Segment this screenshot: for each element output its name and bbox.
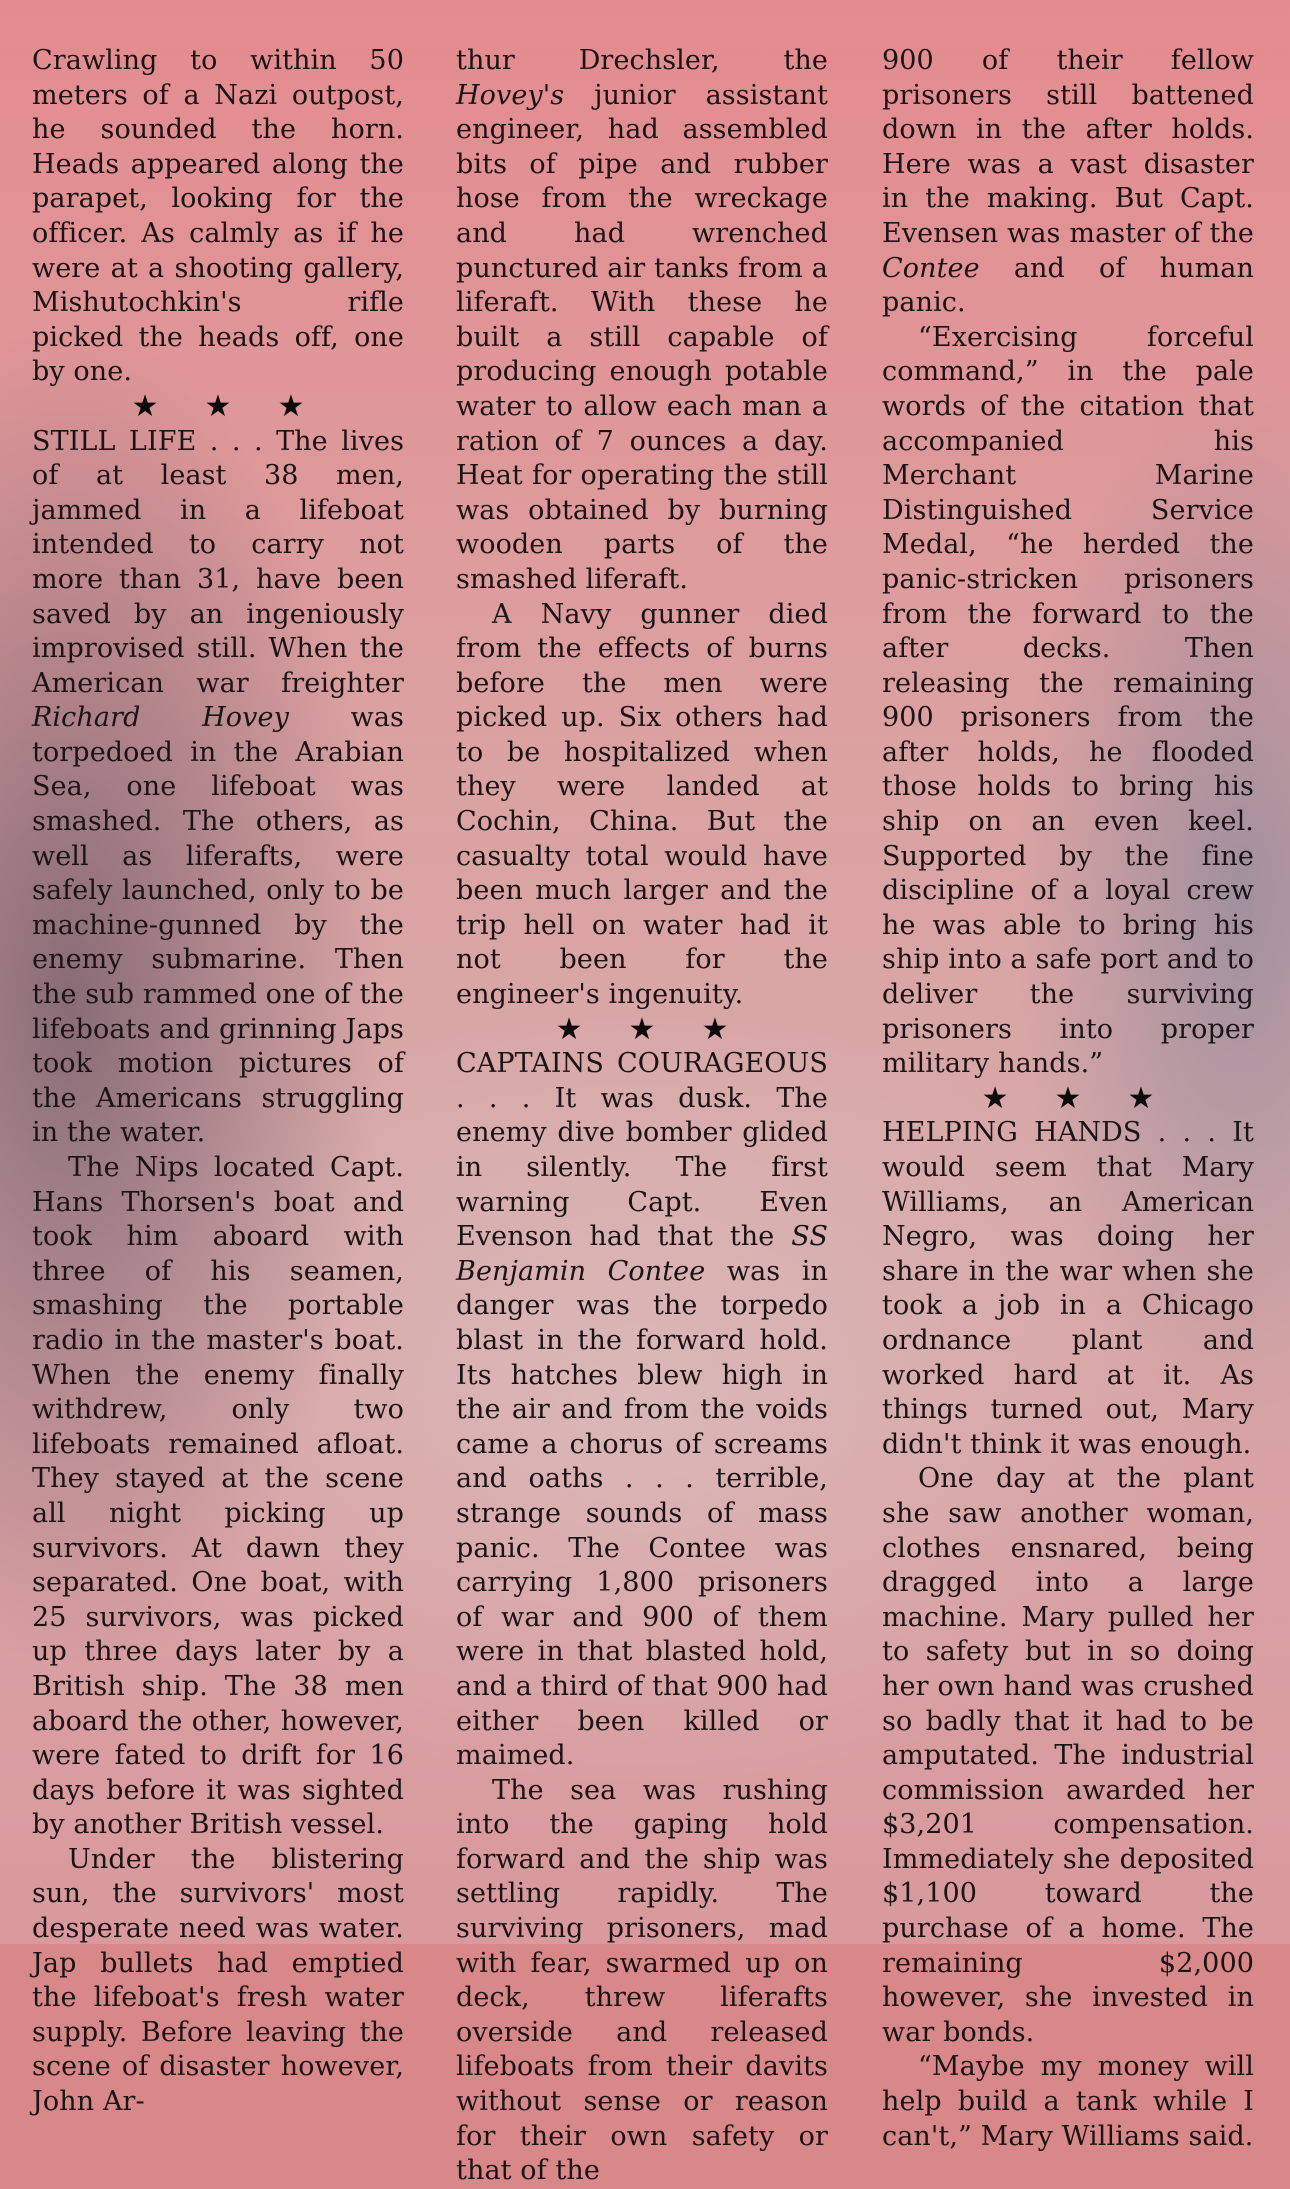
section-heading-captains-courageous: CAPTAINS COURAGEOUS — [456, 1048, 828, 1080]
paragraph-mishutochkin: Crawling to within 50 meters of a Nazi outpost, he sounded the horn. Heads appeared along the parapet, looking for the officer. As calmly as if he were at a shooting gallery, Mishutochkin's rifle picked the heads off, one by one. — [32, 45, 404, 388]
text-run: 900 of their fellow prisoners still battened down in the after holds. Here was a vast disaster in the making. But Capt. Evensen was master of the — [882, 45, 1254, 249]
paragraph-plant-accident: One day at the plant she saw another woman, clothes ensnared, being dragged into a large machine. Mary pulled her to safety but in so doing her own hand was crushed so badly that it had to be amputated. The industrial commission awarded her $3,201 compensation. Immediately she deposited $1,100 toward the purchase of a home. The remaining $2,000 however, she invested in war bonds. — [882, 1463, 1254, 2048]
paragraph-citation: “Exercising forceful command,” in the pale words of the citation that accompanied his Merchant Marine Distinguished Service Medal, “he herded the panic-stricken prisoners from the forward to the after decks. Then releasing the remaining 900 prisoners from the after holds, he flooded those holds to bring his ship on an even keel. Supported by the fine discipline of a loyal crew he was able to bring his ship into a safe port and to deliver the surviving prisoners into proper military hands.” — [882, 321, 1254, 1080]
paragraph-drechsler — [456, 44, 828, 598]
ship-name-richard-hovey: Richard Hovey — [32, 702, 289, 734]
ship-name-benjamin-contee: SS Benjamin Contee — [456, 1221, 828, 1287]
section-heading-helping-hands: HELPING HANDS . . . — [882, 1117, 1217, 1149]
text-run: was in danger was the torpedo blast in the forward hold. Its hatches blew high in the air and from the voids came a chorus of screams and oaths . . . terrible, strange sounds of mass panic. The Contee was carrying 1,800 prisoners of war and 900 of them were in that blasted hold, and a third of that 900 had either been killed or maimed. — [456, 1255, 828, 1772]
column-2 — [456, 44, 828, 2189]
ship-name-hovey: Hovey's — [456, 79, 565, 111]
column-1 — [32, 44, 404, 2120]
text-run: It would seem that Mary Williams, an American Negro, was doing her share in the war when she took a job in a Chicago ordnance plant and worked hard at it. As things turned out, Mary didn't think it was enough. — [882, 1117, 1254, 1460]
paragraph-still-life — [32, 425, 404, 1151]
text-run: . . . It was dusk. The enemy dive bomber glided in silently. The first warning Capt. Even Evenson had that the — [456, 1082, 828, 1253]
section-divider-stars: ★★★ — [981, 1080, 1201, 1116]
paragraph-sea-rushing: The sea was rushing into the gaping hold forward and the ship was settling rapidly. The surviving prisoners, mad with fear, swarmed up on deck, threw liferafts overside and released lifeboats from their davits without sense or reason for their own safety or that of the — [456, 1774, 828, 2187]
paragraph-navy-gunner: A Navy gunner died from the effects of burns before the men were picked up. Six others had to be hospitalized when they were landed at Cochin, China. But the casualty total would have been much larger and the trip hell on water had it not been for the engineer's ingenuity. — [456, 598, 828, 1011]
section-divider-stars: ★★★ — [555, 1011, 775, 1047]
column-3 — [882, 44, 1254, 2154]
paragraph-captains-courageous — [456, 1047, 828, 1773]
paragraph-quote: “Maybe my money will help build a tank while I can't,” Mary Williams said. — [882, 2051, 1254, 2152]
text-run: was torpedoed in the Arabian Sea, one lifeboat was smashed. The others, as well as liferafts, were safely launched, only to be machine-gunned by the enemy submarine. Then the sub rammed one of the lifeboats and grinning Japs took motion pictures of the Americans struggling in the water. — [32, 702, 404, 1149]
text-run: junior assistant engineer, had assembled bits of pipe and rubber hose from the wreckage and had wrenched punctured air tanks from a liferaft. With these he built a still capable of producing enough potable water to allow each man a ration of 7 ounces a day. Heat for operating the still was obtained by burning wooden parts of the smashed liferaft. — [456, 79, 828, 595]
paragraph-water-need: Under the blistering sun, the survivors' most desperate need was water. Jap bullets had emptied the lifeboat's fresh water supply. Before leaving the scene of disaster however, John Ar- — [32, 1843, 404, 2118]
paragraph-thorsen: The Nips located Capt. Hans Thorsen's boat and took him aboard with three of his seamen, smashing the portable radio in the master's boat. When the enemy finally withdrew, only two lifeboats remained afloat. They stayed at the scene all night picking up survivors. At dawn they separated. One boat, with 25 survivors, was picked up three days later by a British ship. The 38 men aboard the other, however, were fated to drift for 16 days before it was sighted by another British vessel. — [32, 1152, 404, 1841]
paragraph-prisoners — [882, 44, 1254, 321]
text-run: The lives of at least 38 men, jammed in a lifeboat intended to carry not more than 31, have been saved by an ingeniously improvised still. When the American war freighter — [32, 425, 405, 699]
ship-name-contee: Contee — [882, 252, 980, 284]
section-divider-stars: ★★★ — [131, 388, 351, 424]
paragraph-helping-hands — [882, 1116, 1254, 1462]
section-heading-still-life: STILL LIFE . . . — [32, 425, 263, 457]
text-run: thur Drechsler, the — [456, 45, 828, 76]
text-run: and of human panic. — [882, 252, 1254, 319]
